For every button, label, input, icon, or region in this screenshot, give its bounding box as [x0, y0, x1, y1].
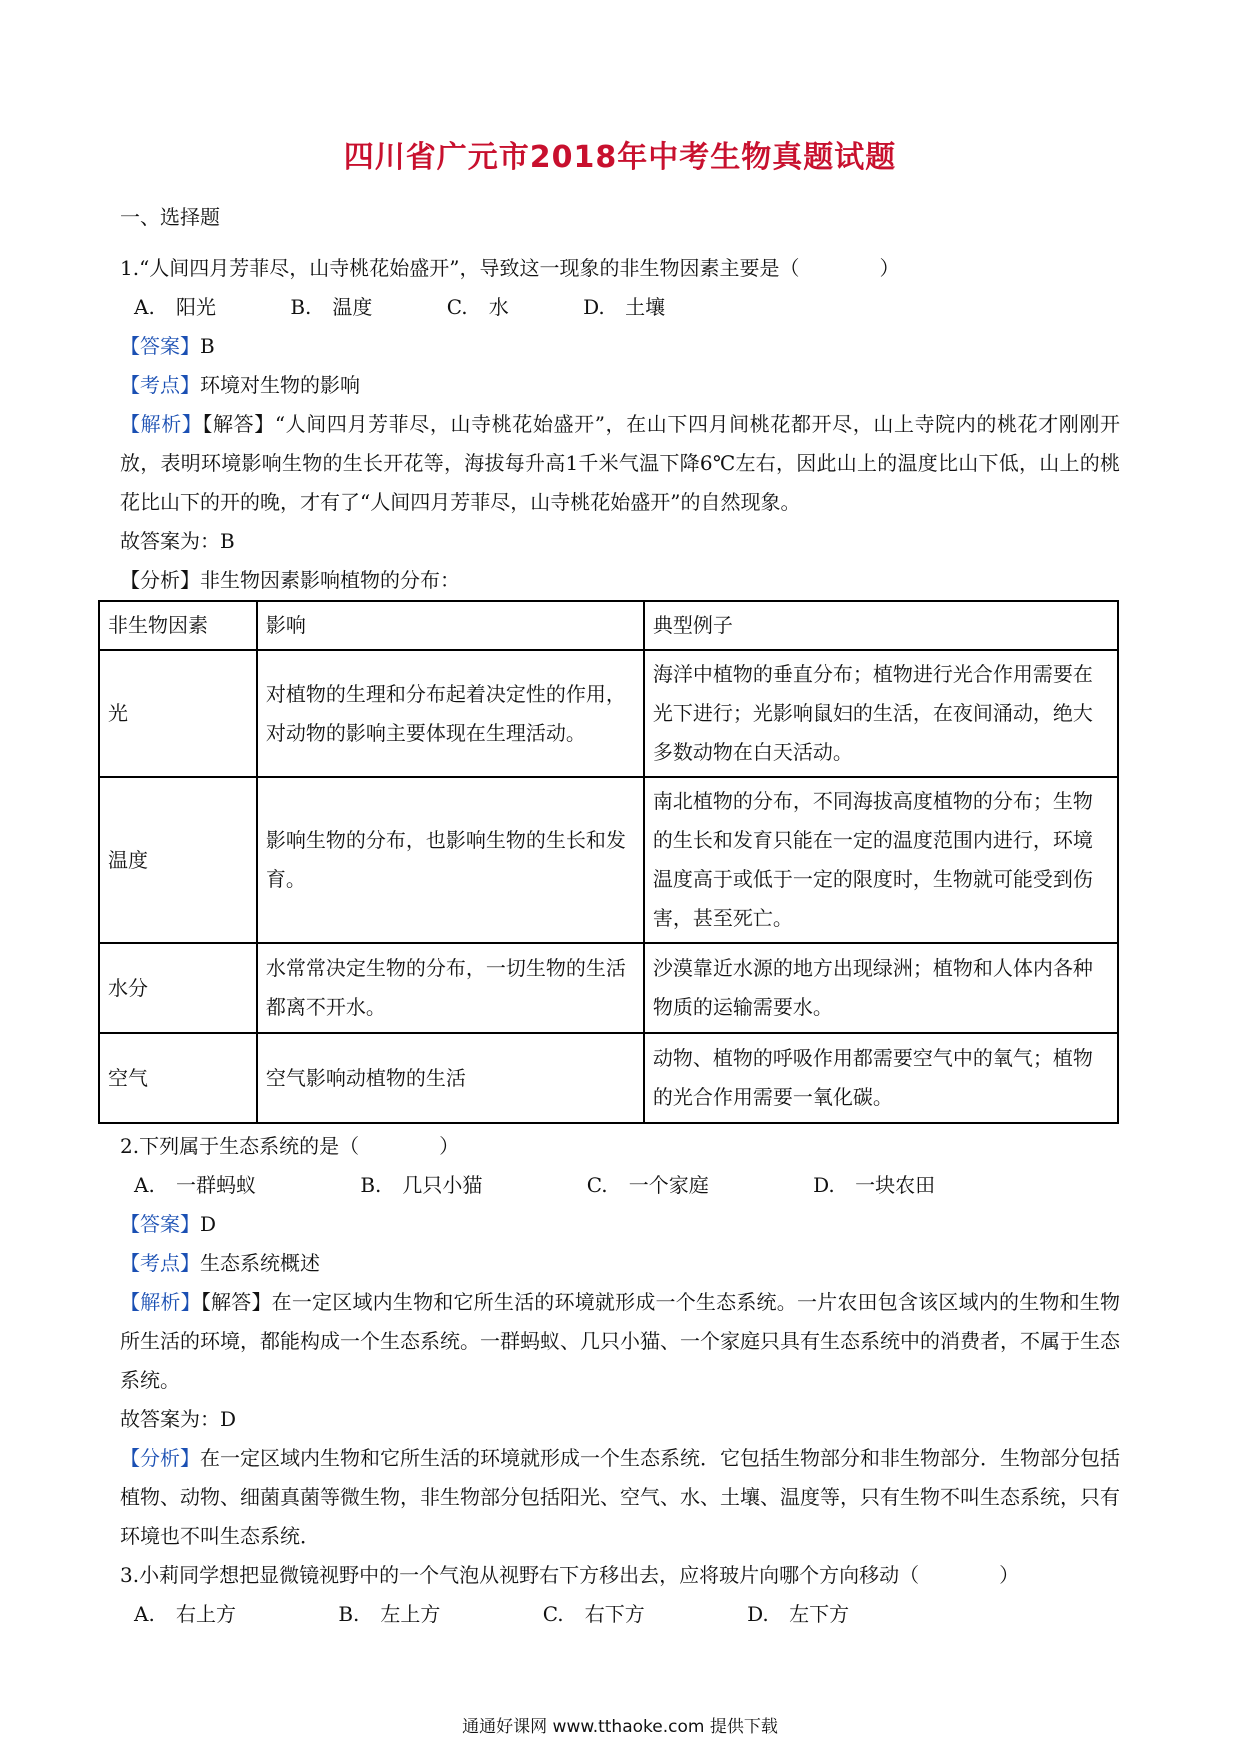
table-cell: 海洋中植物的垂直分布；植物进行光合作用需要在光下进行；光影响鼠妇的生活，在夜间涌动，绝大多数动物在白天活动。 [644, 650, 1118, 777]
option-d: D. 左下方 [747, 1602, 850, 1626]
table-header-cell: 影响 [257, 601, 644, 650]
table-row [99, 650, 1118, 777]
page-title: 四川省广元市2018年中考生物真题试题 [343, 140, 897, 175]
option-b: B. 温度 [290, 295, 373, 319]
table-cell: 沙漠靠近水源的地方出现绿洲；植物和人体内各种物质的运输需要水。 [644, 943, 1118, 1033]
explanation [120, 1283, 1120, 1400]
kaodian-text: 环境对生物的影响 [200, 373, 360, 397]
table-cell: 动物、植物的呼吸作用都需要空气中的氧气；植物的光合作用需要一氧化碳。 [644, 1033, 1118, 1123]
option-a: A. 一群蚂蚁 [134, 1173, 256, 1197]
option-b: B. 几只小猫 [360, 1173, 483, 1197]
option-c: C. 一个家庭 [586, 1173, 709, 1197]
jiexi-tag: 【解析】 [120, 1290, 201, 1314]
answer-tag: 【答案】 [120, 334, 200, 358]
option-a: A. 阳光 [134, 295, 216, 319]
table-header-cell: 非生物因素 [99, 601, 257, 650]
analysis: 【分析】非生物因素影响植物的分布： [120, 568, 460, 592]
explanation [120, 405, 1120, 522]
table-cell: 影响生物的分布，也影响生物的生长和发育。 [257, 777, 644, 943]
kaodian-tag: 【考点】 [120, 1251, 200, 1275]
footer-credit: 通通好课网 www.tthaoke.com 提供下载 [462, 1717, 778, 1737]
section-heading: 一、选择题 [120, 205, 220, 229]
question-3-stem: 3.小莉同学想把显微镜视野中的一个气泡从视野右下方移出去，应将玻片向哪个方向移动（ ） [120, 1563, 1020, 1587]
conclusion: 故答案为：D [120, 1407, 237, 1431]
option-d: D. 土壤 [583, 295, 666, 319]
table-cell: 温度 [99, 777, 257, 943]
jiexi-text: 【解答】“人间四月芳菲尽，山寺桃花始盛开”，在山下四月间桃花都开尽，山上寺院内的桃花才刚刚开放，表明环境影响生物的生长开花等，海拔每升高1千米气温下降6℃左右，因此山上的温度比山下低，山上的桃花比山下的开的晚，才有了“人间四月芳菲尽，山寺桃花始盛开”的自然现象。 [120, 412, 1121, 514]
option-d: D. 一块农田 [813, 1173, 936, 1197]
table-row [99, 777, 1118, 943]
answer-value: B [200, 334, 215, 358]
kaodian-text: 生态系统概述 [200, 1251, 320, 1275]
table-cell: 对植物的生理和分布起着决定性的作用，对动物的影响主要体现在生理活动。 [257, 650, 644, 777]
table-header-row [99, 601, 1118, 650]
answer-value: D [200, 1212, 217, 1236]
table-cell: 光 [99, 650, 257, 777]
fenxi-tag: 【分析】 [120, 1446, 200, 1470]
factors-table [98, 600, 1119, 1124]
table-cell: 空气影响动植物的生活 [257, 1033, 644, 1123]
jiexi-text: 【解答】在一定区域内生物和它所生活的环境就形成一个生态系统。一片农田包含该区域内的生物和生物所生活的环境，都能构成一个生态系统。一群蚂蚁、几只小猫、一个家庭只具有生态系统中的消费者，不属于生态系统。 [120, 1290, 1121, 1392]
answer-line [120, 1211, 216, 1237]
table-cell: 水常常决定生物的分布，一切生物的生活都离不开水。 [257, 943, 644, 1033]
table-cell: 南北植物的分布，不同海拔高度植物的分布；生物的生长和发育只能在一定的温度范围内进行，环境温度高于或低于一定的限度时，生物就可能受到伤害，甚至死亡。 [644, 777, 1118, 943]
kaodian-line [120, 372, 360, 398]
analysis [120, 1439, 1120, 1556]
answer-tag: 【答案】 [120, 1212, 200, 1236]
question-1-options [134, 294, 665, 320]
jiexi-tag: 【解析】 [120, 412, 203, 436]
answer-line [120, 333, 215, 359]
option-a: A. 右上方 [134, 1602, 236, 1626]
table-cell: 空气 [99, 1033, 257, 1123]
question-1-stem: 1.“人间四月芳菲尽，山寺桃花始盛开”，导致这一现象的非生物因素主要是（ ） [120, 256, 900, 280]
kaodian-tag: 【考点】 [120, 373, 200, 397]
fenxi-text: 在一定区域内生物和它所生活的环境就形成一个生态系统．它包括生物部分和非生物部分．生物部分包括植物、动物、细菌真菌等微生物，非生物部分包括阳光、空气、水、土壤、温度等，只有生物不叫生态系统，只有环境也不叫生态系统． [120, 1446, 1120, 1548]
conclusion: 故答案为：B [120, 529, 235, 553]
option-c: C. 水 [446, 295, 509, 319]
table-row [99, 1033, 1118, 1123]
question-2-options [134, 1172, 935, 1198]
question-2-stem: 2.下列属于生态系统的是（ ） [120, 1134, 460, 1158]
table-cell: 水分 [99, 943, 257, 1033]
option-b: B. 左上方 [338, 1602, 441, 1626]
question-3-options [134, 1601, 849, 1627]
table-row [99, 943, 1118, 1033]
kaodian-line [120, 1250, 320, 1276]
option-c: C. 右下方 [542, 1602, 645, 1626]
table-header-cell: 典型例子 [644, 601, 1118, 650]
